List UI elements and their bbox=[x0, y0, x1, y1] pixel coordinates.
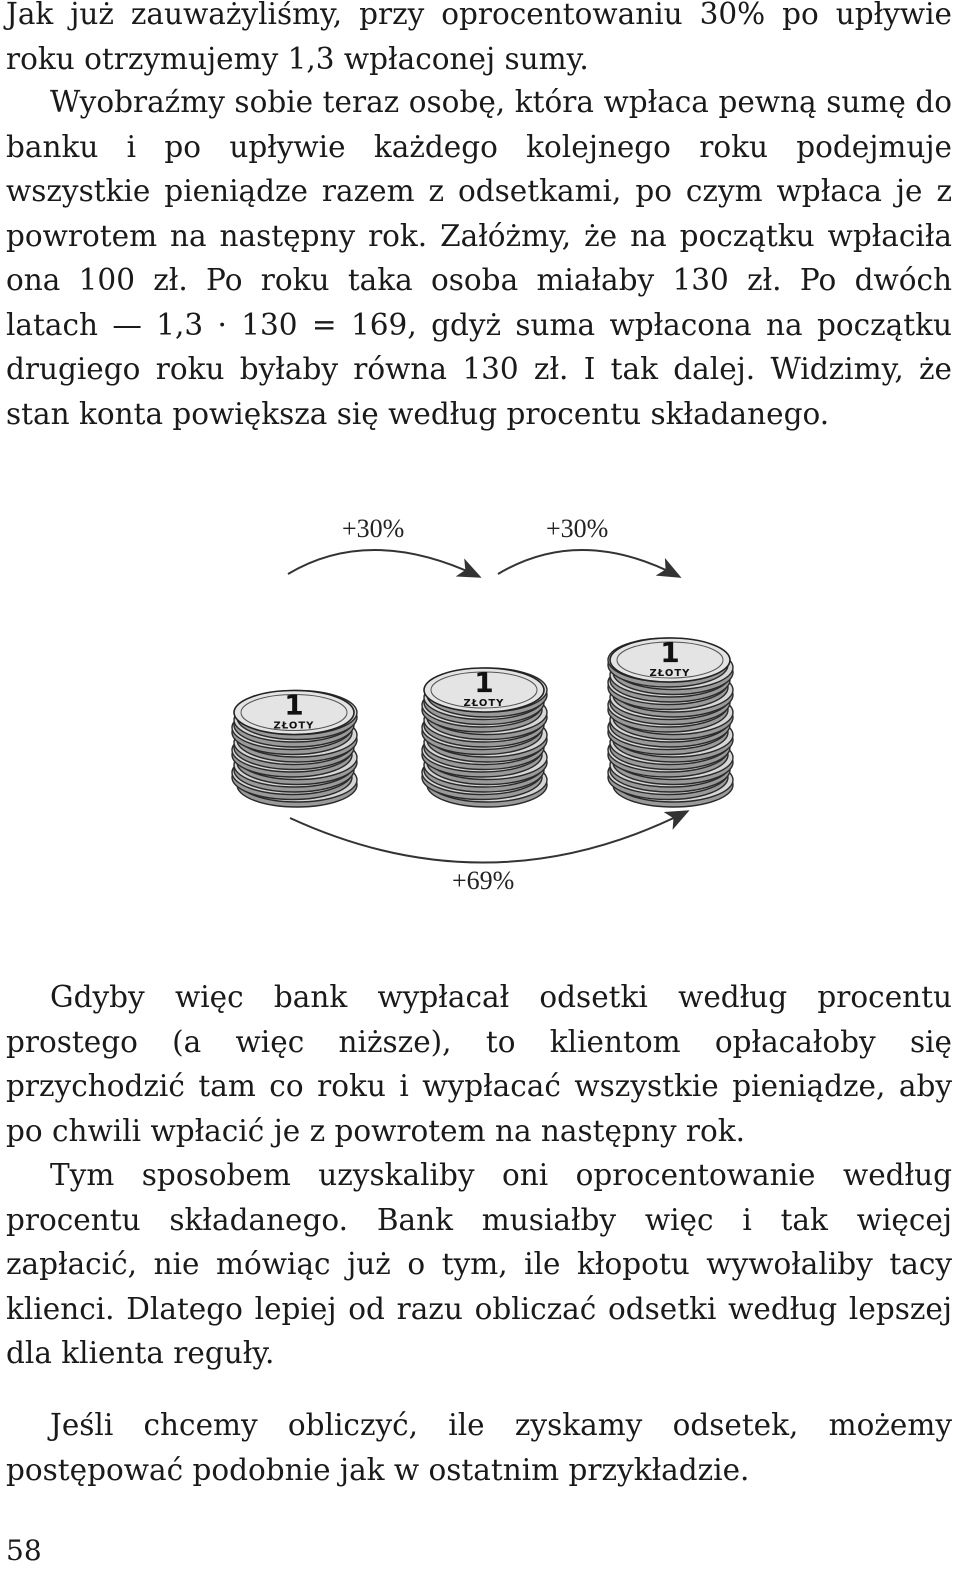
paragraph-intro: Jak już zauważyliśmy, przy oprocentowaniu 30% po upływie roku otrzymujemy 1,3 wpłaconej sumy. bbox=[6, 0, 952, 76]
arrow-label-second-year: +30% bbox=[546, 514, 609, 543]
paragraph-next-step: Jeśli chcemy obliczyć, ile zyskamy odsetek, możemy postępować podobnie jak w ostatnim przykładzie. bbox=[6, 1408, 952, 1487]
coin-stack-2 bbox=[422, 666, 547, 807]
page-number: 58 bbox=[6, 1534, 42, 1567]
arrow-year2 bbox=[498, 550, 678, 576]
paragraph-example: Wyobraźmy sobie teraz osobę, która wpłaca pewną sumę do banku i po upływie każdego kolejnego roku podejmuje wszystkie pieniądze razem z odsetkami, po czym wpłaca je z powrotem na następny rok. Załóżmy, że na początku wpłaciła ona 100 zł. Po roku taka osoba miałaby 130 zł. Po dwóch latach — 1,3 · 130 = 169, gdyż suma wpłacona na początku drugiego roku byłaby równa 130 zł. I tak dalej. Widzimy, że stan konta powiększa się według procentu składanego. bbox=[6, 85, 952, 431]
coin-value-label: 1 bbox=[284, 688, 304, 722]
coin-value-label: 1 bbox=[660, 636, 680, 669]
coin-currency-label: ZŁOTY bbox=[273, 720, 315, 732]
coin-currency-label: ZŁOTY bbox=[463, 698, 505, 709]
arrow-label-total: +69% bbox=[452, 866, 515, 895]
coin-stacks bbox=[232, 636, 733, 807]
coin-currency-label: ZŁOTY bbox=[649, 668, 691, 679]
arrow-two-years bbox=[290, 812, 686, 863]
arrow-year1 bbox=[288, 550, 478, 576]
coin-stack-1 bbox=[232, 689, 357, 808]
paragraph-compound-interest: Tym sposobem uzyskaliby oni oprocentowanie według procentu składanego. Bank musiałby więc i tak więcej zapłacić, nie mówiąc już o tym, ile kłopotu wywołaliby tacy klienci. Dlatego lepiej od razu obliczać odsetki według lepszej dla klienta reguły. bbox=[6, 1158, 952, 1370]
coin-stack-3 bbox=[608, 636, 733, 807]
arrow-label-first-year: +30% bbox=[342, 514, 405, 543]
compound-interest-figure bbox=[200, 500, 760, 920]
paragraph-simple-interest: Gdyby więc bank wypłacał odsetki według procentu prostego (a więc niższe), to klientom opłacałoby się przychodzić tam co roku i wypłacać wszystkie pieniądze, aby po chwili wpłacić je z powrotem na następny rok. bbox=[6, 980, 952, 1148]
coin-value-label: 1 bbox=[474, 666, 494, 699]
coin-stacks-illustration bbox=[200, 500, 760, 920]
